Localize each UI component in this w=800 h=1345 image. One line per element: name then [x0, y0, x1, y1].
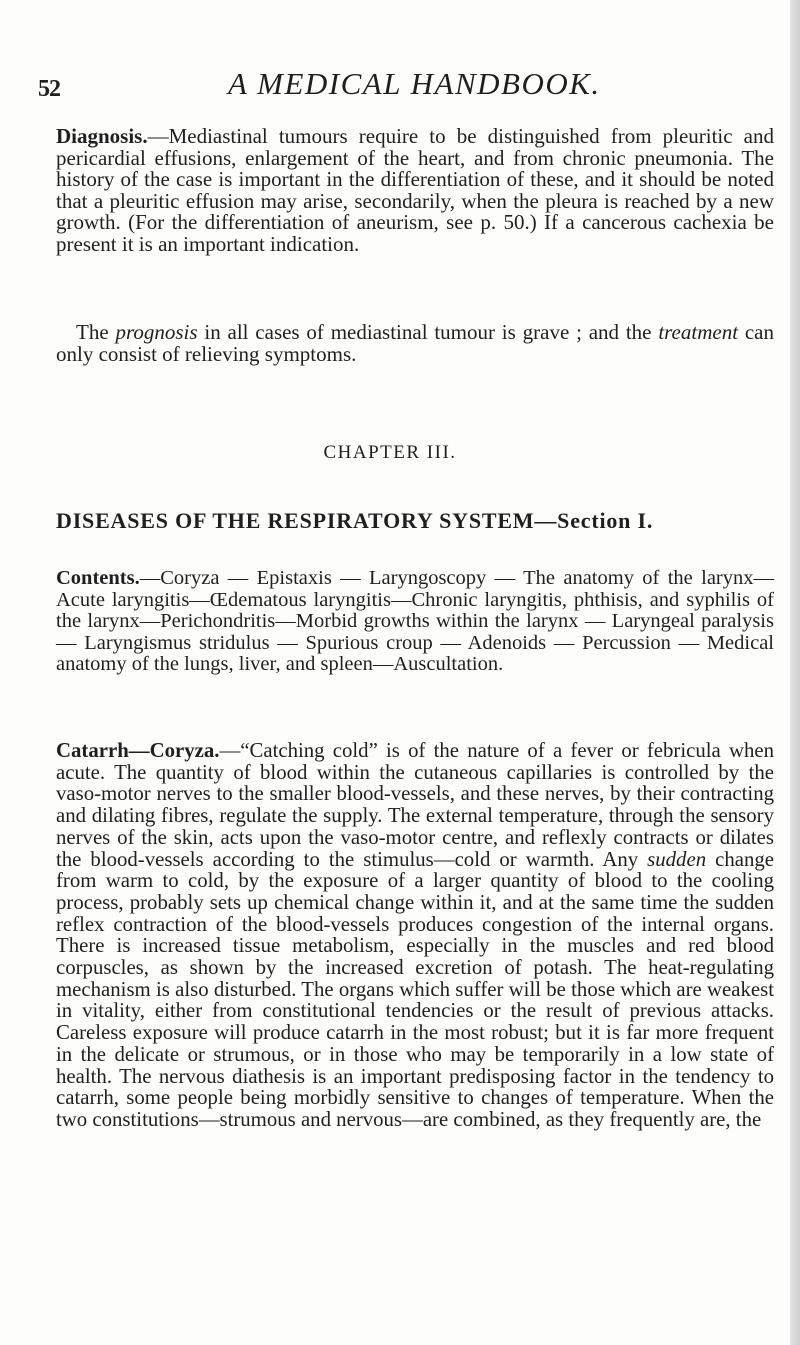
page-number: 52 [38, 76, 60, 102]
treatment-text: can only consist of relieving symptoms. [56, 320, 774, 366]
running-title: A MEDICAL HANDBOOK. [228, 66, 601, 101]
chapter-title: CHAPTER III. [323, 442, 457, 463]
prognosis-lead: The [76, 320, 116, 344]
diagnosis-label: Diagnosis. [56, 124, 148, 148]
prognosis-paragraph [56, 322, 774, 365]
running-head [38, 62, 778, 102]
prognosis-term: prognosis [115, 320, 198, 344]
diagnosis-text: —Mediastinal tumours require to be distinguished from pleuritic and pericardial effusions, enlargement of the heart, and from chronic pneumonia. The history of the case is important in the differentiation of these, and it should be noted that a pleuritic effusion may arise, secondarily, when the pleura is reached by a new growth. (For the differentiation of aneurism, see p. 50.) If a cancerous cachexia be present it is an important indication. [56, 124, 774, 256]
diagnosis-paragraph [56, 126, 774, 255]
page-binding-edge [790, 0, 800, 1345]
section-title: DISEASES OF THE RESPIRATORY SYSTEM—Section I. [56, 508, 654, 533]
catarrh-label: Catarrh—Coryza. [56, 739, 220, 762]
catarrh-term: sudden [647, 847, 707, 871]
treatment-term: treatment [658, 320, 739, 344]
catarrh-text-2: change from warm to cold, by the exposure of a larger quantity of blood to the cooling process, probably sets up chemical change within it, and at the same time the sudden reflex contraction of the blood-vessels produces congestion of the internal organs. There is increased tissue metabolism, especially in the muscles and red blood corpuscles, as shown by the increased excretion of potash. The heat-regulating mechanism is also disturbed. The organs which suffer will be those which are weakest in vitality, either from constitutional tendencies or the result of previous attacks. Careless exposure will produce catarrh in the most robust; but it is far more frequent in the delicate or strumous, or in those who may be temporarily in a low state of health. The nervous diathesis is an important predisposing factor in the tendency to catarrh, some people being morbidly sensitive to changes of temperature. When the two constitutions—strumous and nervous—are combined, as they frequently are, the [56, 847, 774, 1131]
catarrh-paragraph [56, 740, 774, 1131]
contents-paragraph [56, 568, 774, 676]
catarrh-text-1: —“Catching cold” is of the nature of a fever or febricula when acute. The quantity of blood within the cutaneous capillaries is controlled by the vaso-motor nerves to the smaller blood-vessels, and these nerves, by their contracting and dilating fibres, regulate the supply. The external temperature, through the sensory nerves of the skin, acts upon the vaso-motor centre, and reflexly contracts or dilates the blood-vessels according to the stimulus—cold or warmth. Any [56, 739, 774, 871]
prognosis-text: in all cases of mediastinal tumour is grave ; and the [197, 320, 659, 344]
contents-text: —Coryza — Epistaxis — Laryngoscopy — The anatomy of the larynx—Acute laryngitis—Œdematous laryngitis—Chronic laryngitis, phthisis, and syphilis of the larynx—Perichondritis—Morbid growths within the larynx — Laryngeal paralysis — Laryngismus stridulus — Spurious croup — Adenoids — Percussion — Medical anatomy of the lungs, liver, and spleen—Auscultation. [56, 567, 774, 676]
contents-label: Contents. [56, 567, 140, 589]
